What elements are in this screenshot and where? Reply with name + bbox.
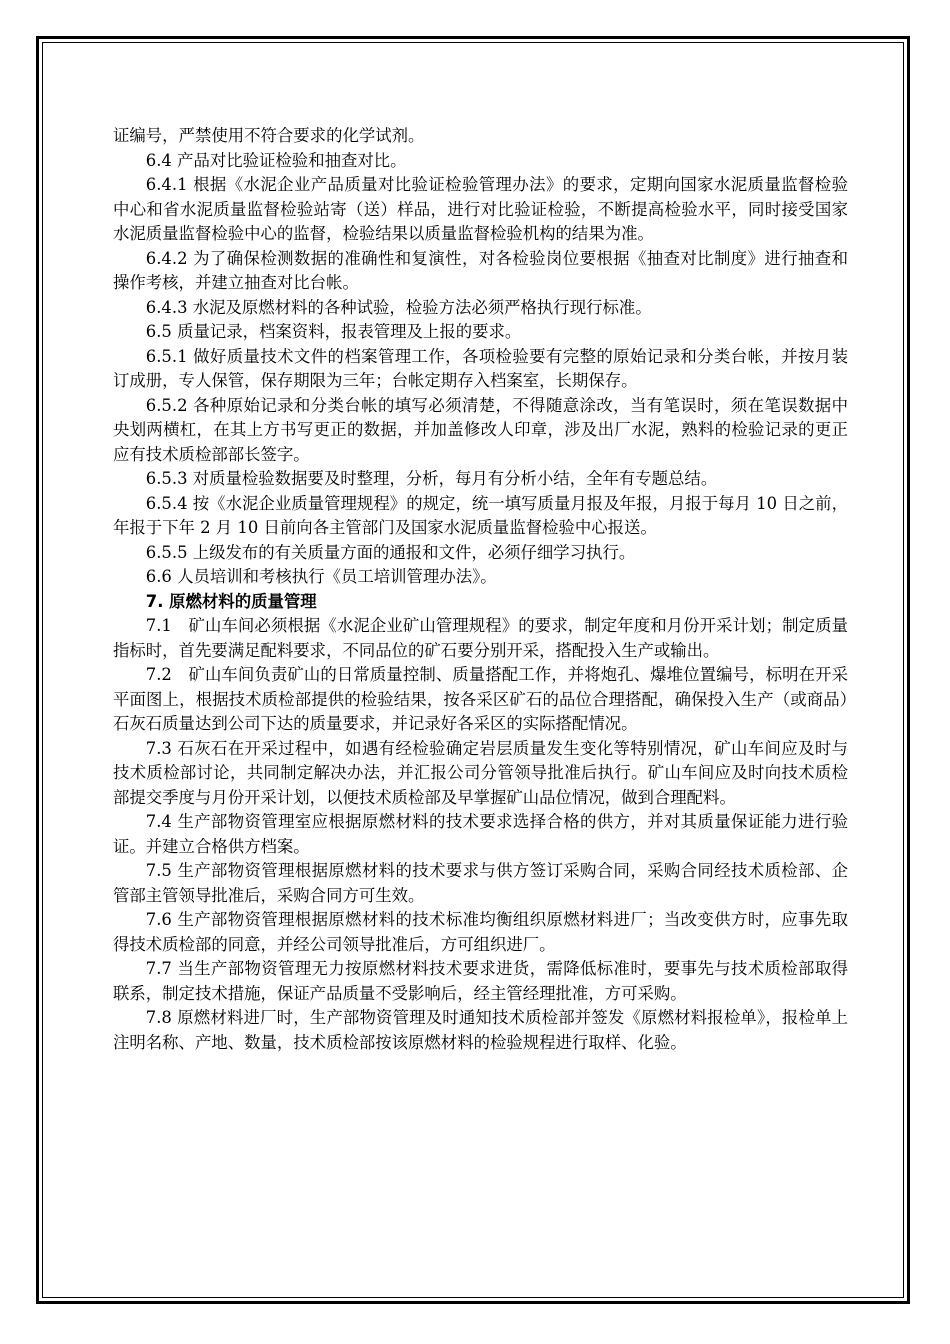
paragraph-6-4-3: 6.4.3 水泥及原燃材料的各种试验，检验方法必须严格执行现行标准。 (145, 297, 652, 317)
paragraph-6-5-2: 6.5.2 各种原始记录和分类台帐的填写必须清楚，不得随意涂改，当有笔误时，须在笔误数据中央划两横杠，在其上方书写更正的数据，并加盖修改人印章，涉及出厂水泥，熟料的检验记录的更正应有技术质检部部长签字。 (113, 395, 848, 464)
paragraph-7-4: 7.4 生产部物资管理室应根据原燃材料的技术要求选择合格的供方，并对其质量保证能力进行验证。并建立合格供方档案。 (113, 812, 848, 856)
paragraph-6-4-1: 6.4.1 根据《水泥企业产品质量对比验证检验管理办法》的要求，定期向国家水泥质量监督检验中心和省水泥质量监督检验站寄（送）样品，进行对比验证检验，不断提高检验水平，同时接受国家水泥质量监督检验中心的监督，检验结果以质量监督检验机构的结果为准。 (113, 175, 848, 243)
paragraph-6-5-3: 6.5.3 对质量检验数据要及时整理，分析，每月有分析小结，全年有专题总结。 (145, 469, 718, 488)
paragraph-7-1: 7.1 矿山车间必须根据《水泥企业矿山管理规程》的要求，制定年度和月份开采计划；制定质量指标时，首先要满足配料要求，不同品位的矿石要分别开采，搭配投入生产或输出。 (113, 616, 848, 660)
section-7-title: 7. 原燃材料的质量管理 (145, 591, 317, 611)
paragraph-6-5-1: 6.5.1 做好质量技术文件的档案管理工作，各项检验要有完整的原始记录和分类台帐，并按月装订成册，专人保管，保存期限为三年；台帐定期存入档案室，长期保存。 (113, 346, 848, 390)
paragraph-7-3: 7.3 石灰石在开采过程中，如遇有经检验确定岩层质量发生变化等特别情况，矿山车间应及时与技术质检部讨论，共同制定解决办法，并汇报公司分管领导批准后执行。矿山车间应及时向技术质检部提交季度与月份开采计划，以便技术质检部及早掌握矿山品位情况，做到合理配料。 (113, 738, 848, 807)
paragraph-7-8: 7.8 原燃材料进厂时，生产部物资管理及时通知技术质检部并签发《原燃材料报检单》，报检单上注明名称、产地、数量，技术质检部按该原燃材料的检验规程进行取样、化验。 (113, 1008, 848, 1052)
section-6-4-heading: 6.4 产品对比验证检验和抽查对比。 (145, 150, 407, 170)
section-6-5-heading: 6.5 质量记录，档案资料，报表管理及上报的要求。 (145, 322, 522, 341)
document-body (113, 124, 848, 1055)
section-6-6-heading: 6.6 人员培训和考核执行《员工培训管理办法》。 (145, 567, 497, 586)
paragraph-6-5-5: 6.5.5 上级发布的有关质量方面的通报和文件，必须仔细学习执行。 (145, 542, 636, 562)
paragraph-6-4-2: 6.4.2 为了确保检测数据的准确性和复演性，对各检验岗位要根据《抽查对比制度》进行抽查和操作考核，并建立抽查对比台帐。 (113, 248, 848, 292)
paragraph-7-5: 7.5 生产部物资管理根据原燃材料的技术要求与供方签订采购合同，采购合同经技术质检部、企管部主管领导批准后，采购合同方可生效。 (113, 861, 848, 905)
paragraph-7-7: 7.7 当生产部物资管理无力按原燃材料技术要求进货，需降低标准时，要事先与技术质检部取得联系，制定技术措施，保证产品质量不受影响后，经主管经理批准，方可采购。 (113, 959, 848, 1003)
paragraph-continuation: 证编号，严禁使用不符合要求的化学试剂。 (113, 126, 425, 145)
paragraph-6-5-4: 6.5.4 按《水泥企业质量管理规程》的规定，统一填写质量月报及年报，月报于每月 10 日之前，年报于下年 2 月 10 日前向各主管部门及国家水泥质量监督检验中心报送。 (113, 493, 848, 537)
paragraph-7-6: 7.6 生产部物资管理根据原燃材料的技术标准均衡组织原燃材料进厂；当改变供方时，应事先取得技术质检部的同意，并经公司领导批准后，方可组织进厂。 (113, 910, 848, 954)
paragraph-7-2: 7.2 矿山车间负责矿山的日常质量控制、质量搭配工作，并将炮孔、爆堆位置编号，标明在开采平面图上，根据技术质检部提供的检验结果，按各采区矿石的品位合理搭配，确保投入生产（或商品）石灰石质量达到公司下达的质量要求，并记录好各采区的实际搭配情况。 (113, 665, 848, 733)
